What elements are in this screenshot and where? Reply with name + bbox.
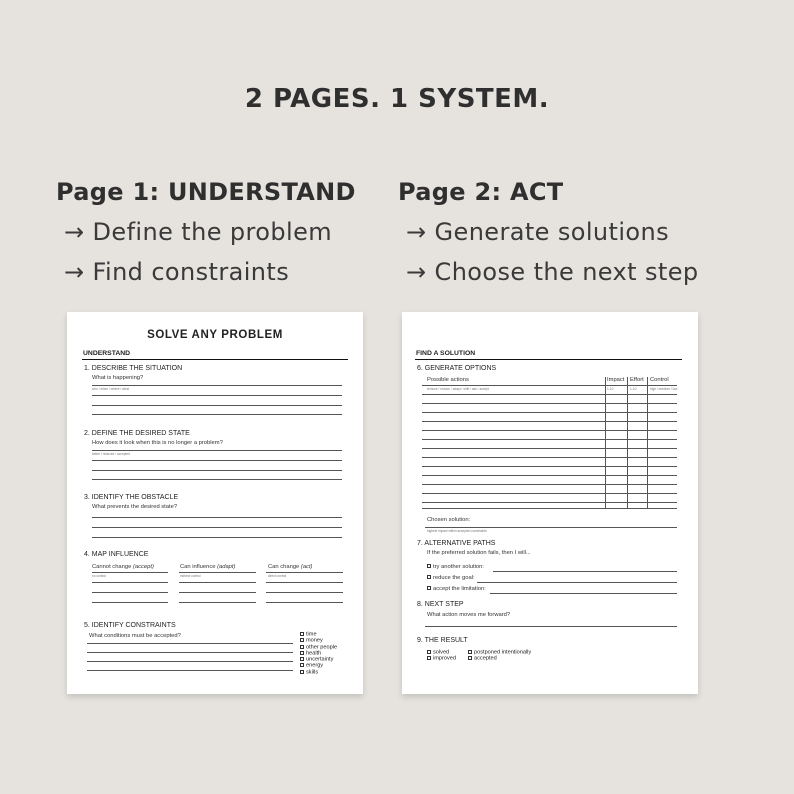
feature-column-act	[398, 178, 699, 298]
step-heading: 1. DESCRIBE THE SITUATION	[84, 365, 183, 372]
table-header: Effort	[630, 377, 644, 383]
checkbox[interactable]	[300, 638, 304, 642]
checkbox[interactable]	[427, 656, 431, 660]
feature-point: → Choose the next step	[406, 258, 699, 286]
result-option[interactable]: solved	[427, 650, 456, 656]
constraint-option[interactable]: energy	[300, 663, 337, 669]
result-option[interactable]: postponed intentionally	[468, 650, 531, 656]
constraint-option[interactable]: other people	[300, 645, 337, 651]
column-hint: 1-10	[607, 386, 614, 391]
checkbox[interactable]	[300, 651, 304, 655]
result-options	[468, 650, 531, 663]
field-hint: who / when / where / what	[92, 387, 129, 391]
step-heading: 3. IDENTIFY THE OBSTACLE	[84, 494, 179, 501]
checkbox[interactable]	[468, 656, 472, 660]
checkbox[interactable]	[300, 632, 304, 636]
constraint-option[interactable]: health	[300, 651, 337, 657]
checkbox[interactable]	[427, 575, 431, 579]
headline: 2 PAGES. 1 SYSTEM.	[244, 84, 550, 114]
constraint-option[interactable]: money	[300, 638, 337, 644]
section-label: UNDERSTAND	[83, 350, 131, 357]
table-header: Control	[650, 377, 669, 383]
result-option[interactable]: improved	[427, 656, 456, 662]
path-option[interactable]: try another solution:	[427, 564, 484, 570]
feature-point: → Find constraints	[64, 258, 290, 286]
step-heading: 7. ALTERNATIVE PATHS	[417, 540, 496, 547]
path-option[interactable]: accept the limitation:	[427, 586, 486, 592]
checkbox[interactable]	[427, 586, 431, 590]
checkbox[interactable]	[300, 663, 304, 667]
influence-column-label: Can change (act)	[268, 564, 313, 570]
column-hint: high / medium / low	[650, 386, 678, 391]
column-hint: 1-10	[630, 386, 637, 391]
column-title: Page 2: ACT	[398, 178, 564, 206]
constraint-option[interactable]: time	[300, 632, 337, 638]
field-hint: direct control	[268, 574, 287, 578]
influence-column-label: Cannot change (accept)	[92, 564, 154, 570]
step-prompt: How does it look when this is no longer a problem?	[92, 440, 223, 446]
step-heading: 4. MAP INFLUENCE	[84, 551, 149, 558]
section-label: FIND A SOLUTION	[416, 350, 476, 357]
result-option[interactable]: accepted	[468, 656, 531, 662]
field-hint: no control	[92, 574, 106, 578]
checkbox[interactable]	[427, 650, 431, 654]
step-heading: 6. GENERATE OPTIONS	[417, 365, 497, 372]
checkbox[interactable]	[300, 670, 304, 674]
field-hint: highest impact within accepted constraints	[427, 529, 487, 533]
table-header: Impact	[607, 377, 625, 383]
result-options	[427, 650, 456, 663]
step-heading: 5. IDENTIFY CONSTRAINTS	[84, 622, 176, 629]
feature-column-understand	[56, 178, 356, 298]
step-heading: 8. NEXT STEP	[417, 601, 464, 608]
field-hint: better / reduced / accepted	[92, 452, 130, 456]
step-prompt: What action moves me forward?	[427, 612, 511, 618]
checkbox[interactable]	[300, 657, 304, 661]
constraint-option[interactable]: skills	[300, 670, 337, 676]
step-prompt: If the preferred solution fails, then I will...	[427, 550, 531, 556]
feature-point: → Generate solutions	[406, 218, 669, 246]
checkbox[interactable]	[300, 645, 304, 649]
step-prompt: What prevents the desired state?	[92, 504, 178, 510]
step-prompt: What conditions must be accepted?	[89, 633, 181, 639]
constraint-option[interactable]: uncertainty	[300, 657, 337, 663]
page-title: SOLVE ANY PROBLEM	[147, 329, 283, 341]
chosen-solution-label: Chosen solution:	[427, 517, 471, 523]
worksheet-page-2	[402, 312, 698, 694]
field-hint: indirect control	[180, 574, 201, 578]
step-prompt: What is happening?	[92, 375, 144, 381]
constraint-checklist	[300, 632, 337, 676]
table-header: Possible actions	[427, 377, 469, 383]
step-heading: 9. THE RESULT	[417, 637, 468, 644]
path-option[interactable]: reduce the goal:	[427, 575, 475, 581]
influence-column-label: Can influence (adapt)	[180, 564, 236, 570]
feature-point: → Define the problem	[64, 218, 333, 246]
column-title: Page 1: UNDERSTAND	[56, 178, 356, 206]
worksheet-page-1	[67, 312, 363, 694]
checkbox[interactable]	[468, 650, 472, 654]
step-heading: 2. DEFINE THE DESIRED STATE	[84, 430, 190, 437]
column-hint: remove / reduce / adapt / shift / ask / accept	[427, 386, 489, 391]
checkbox[interactable]	[427, 564, 431, 568]
